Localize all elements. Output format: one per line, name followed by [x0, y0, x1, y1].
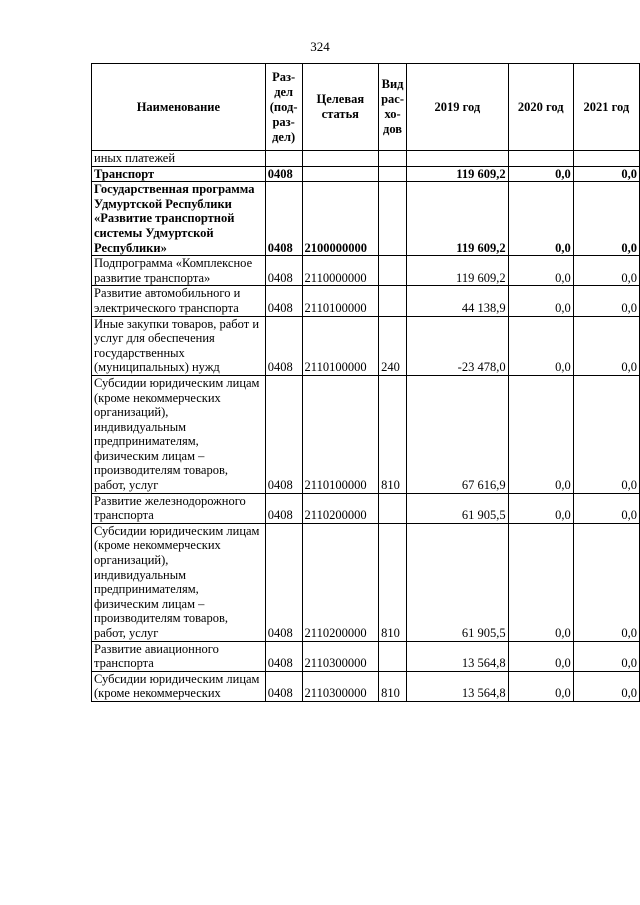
row-section: 0408 — [265, 316, 302, 375]
table-row — [92, 375, 640, 493]
table-row — [92, 256, 640, 286]
row-2020: 0,0 — [508, 523, 573, 641]
row-2021: 0,0 — [573, 641, 639, 671]
row-section: 0408 — [265, 671, 302, 701]
row-2020: 0,0 — [508, 671, 573, 701]
row-section: 0408 — [265, 286, 302, 316]
row-2019: 119 609,2 — [407, 166, 509, 182]
budget-table — [91, 63, 640, 702]
row-expense-type — [379, 256, 407, 286]
row-2021: 0,0 — [573, 182, 639, 256]
row-section: 0408 — [265, 641, 302, 671]
row-target: 2100000000 — [302, 182, 379, 256]
row-2021: 0,0 — [573, 523, 639, 641]
row-2020: 0,0 — [508, 375, 573, 493]
row-target: 2110100000 — [302, 375, 379, 493]
row-target: 2110200000 — [302, 523, 379, 641]
row-2019: 44 138,9 — [407, 286, 509, 316]
row-expense-type: 810 — [379, 375, 407, 493]
row-2019: 13 564,8 — [407, 641, 509, 671]
row-2019: 119 609,2 — [407, 182, 509, 256]
row-2021: 0,0 — [573, 256, 639, 286]
row-expense-type — [379, 151, 407, 167]
row-section: 0408 — [265, 256, 302, 286]
header-target: Целевая статья — [302, 64, 379, 151]
row-target: 2110300000 — [302, 671, 379, 701]
row-2020: 0,0 — [508, 286, 573, 316]
row-expense-type: 240 — [379, 316, 407, 375]
row-2021: 0,0 — [573, 316, 639, 375]
row-name: Субсидии юридическим лицам (кроме некоммерческих — [92, 671, 266, 701]
table-row — [92, 286, 640, 316]
header-expense-type: Вид рас-хо-дов — [379, 64, 407, 151]
table-row — [92, 151, 640, 167]
table-row — [92, 641, 640, 671]
row-2020: 0,0 — [508, 166, 573, 182]
row-name: Подпрограмма «Комплексное развитие транспорта» — [92, 256, 266, 286]
row-name: Транспорт — [92, 166, 266, 182]
page-number: 324 — [310, 39, 330, 54]
table-row — [92, 493, 640, 523]
row-target: 2110100000 — [302, 316, 379, 375]
table-row — [92, 671, 640, 701]
row-name: Иные закупки товаров, работ и услуг для обеспечения государственных (муниципальных) нужд — [92, 316, 266, 375]
row-2020: 0,0 — [508, 182, 573, 256]
row-2019: 61 905,5 — [407, 493, 509, 523]
row-target — [302, 151, 379, 167]
row-section: 0408 — [265, 166, 302, 182]
row-2021: 0,0 — [573, 286, 639, 316]
header-2020: 2020 год — [508, 64, 573, 151]
row-name: Развитие железнодорожного транспорта — [92, 493, 266, 523]
row-section: 0408 — [265, 493, 302, 523]
row-expense-type — [379, 166, 407, 182]
row-target: 2110300000 — [302, 641, 379, 671]
row-expense-type: 810 — [379, 671, 407, 701]
header-2021: 2021 год — [573, 64, 639, 151]
row-target — [302, 166, 379, 182]
row-expense-type: 810 — [379, 523, 407, 641]
row-expense-type — [379, 182, 407, 256]
row-name: Государственная программа Удмуртской Республики «Развитие транспортной системы Удмуртской Республики» — [92, 182, 266, 256]
row-name: Развитие автомобильного и электрического транспорта — [92, 286, 266, 316]
row-expense-type — [379, 286, 407, 316]
table-row — [92, 523, 640, 641]
row-2020: 0,0 — [508, 493, 573, 523]
row-name: иных платежей — [92, 151, 266, 167]
row-2019: 67 616,9 — [407, 375, 509, 493]
row-target: 2110000000 — [302, 256, 379, 286]
row-2020: 0,0 — [508, 256, 573, 286]
table-row — [92, 316, 640, 375]
row-2021: 0,0 — [573, 166, 639, 182]
header-2019: 2019 год — [407, 64, 509, 151]
row-2019: 61 905,5 — [407, 523, 509, 641]
row-2021: 0,0 — [573, 375, 639, 493]
row-2020: 0,0 — [508, 641, 573, 671]
row-expense-type — [379, 641, 407, 671]
header-section: Раз-дел (под-раз-дел) — [265, 64, 302, 151]
row-expense-type — [379, 493, 407, 523]
table-row — [92, 166, 640, 182]
row-2020: 0,0 — [508, 316, 573, 375]
row-name: Развитие авиационного транспорта — [92, 641, 266, 671]
row-target: 2110100000 — [302, 286, 379, 316]
row-2019: -23 478,0 — [407, 316, 509, 375]
row-2020 — [508, 151, 573, 167]
row-2021 — [573, 151, 639, 167]
row-target: 2110200000 — [302, 493, 379, 523]
row-2019: 13 564,8 — [407, 671, 509, 701]
row-section — [265, 151, 302, 167]
row-2021: 0,0 — [573, 493, 639, 523]
row-name: Субсидии юридическим лицам (кроме некоммерческих организаций), индивидуальным предпринимателям, физическим лицам – производителям товаров, работ, услуг — [92, 375, 266, 493]
row-2019 — [407, 151, 509, 167]
table-row — [92, 182, 640, 256]
row-2019: 119 609,2 — [407, 256, 509, 286]
row-name: Субсидии юридическим лицам (кроме некоммерческих организаций), индивидуальным предпринимателям, физическим лицам – производителям товаров, работ, услуг — [92, 523, 266, 641]
row-2021: 0,0 — [573, 671, 639, 701]
row-section: 0408 — [265, 523, 302, 641]
row-section: 0408 — [265, 182, 302, 256]
row-section: 0408 — [265, 375, 302, 493]
header-row — [92, 64, 640, 151]
header-name: Наименование — [92, 64, 266, 151]
